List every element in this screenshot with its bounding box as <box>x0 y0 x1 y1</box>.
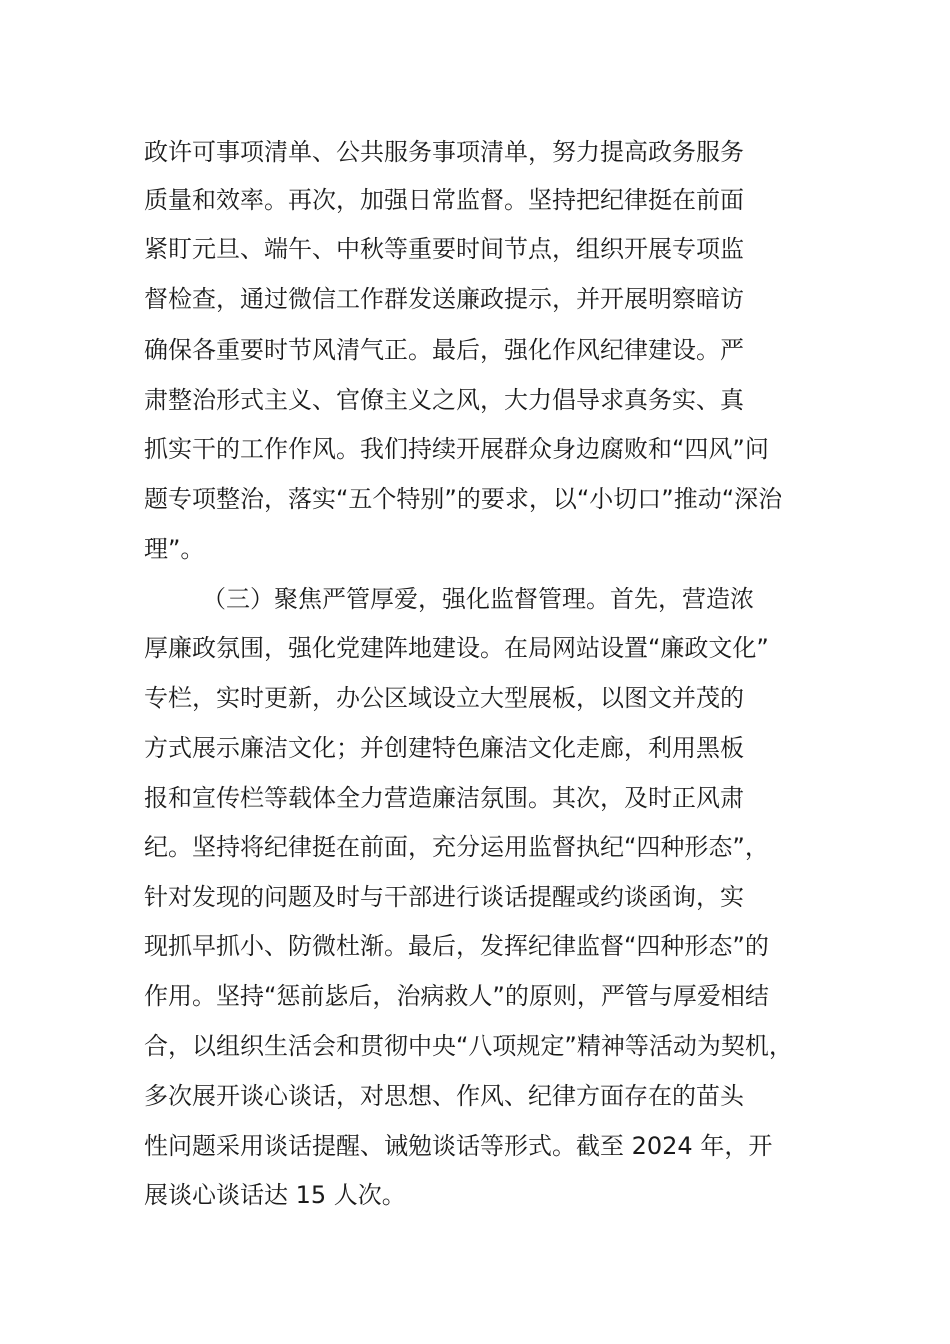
text-line: 确保各重要时节风清气正。最后，强化作风纪律建设。严 <box>144 336 744 364</box>
text-line: 展谈心谈话达 15 人次。 <box>144 1181 406 1209</box>
text-line: 政许可事项清单、公共服务事项清单，努力提高政务服务 <box>144 138 744 166</box>
text-line: 督检查，通过微信工作群发送廉政提示，并开展明察暗访 <box>144 285 744 313</box>
text-line: 厚廉政氛围，强化党建阵地建设。在局网站设置“廉政文化” <box>144 634 769 662</box>
text-line: 性问题采用谈话提醒、诫勉谈话等形式。截至 2024 年，开 <box>144 1132 773 1160</box>
text-line: 合，以组织生活会和贯彻中央“八项规定”精神等活动为契机， <box>144 1032 793 1060</box>
text-line: 理”。 <box>144 535 205 563</box>
text-line: 多次展开谈心谈话，对思想、作风、纪律方面存在的苗头 <box>144 1082 744 1110</box>
text-line: 质量和效率。再次，加强日常监督。坚持把纪律挺在前面 <box>144 186 744 214</box>
text-line: 纪。坚持将纪律挺在前面，充分运用监督执纪“四种形态”， <box>144 833 769 861</box>
text-line: 现抓早抓小、防微杜渐。最后，发挥纪律监督“四种形态”的 <box>144 932 769 960</box>
section-heading-line: （三）聚焦严管厚爱，强化监督管理。首先，营造浓 <box>202 585 754 613</box>
text-line: 报和宣传栏等载体全力营造廉洁氛围。其次，及时正风肃 <box>144 784 744 812</box>
text-line: 紧盯元旦、端午、中秋等重要时间节点，组织开展专项监 <box>144 235 744 263</box>
text-line: 作用。坚持“惩前毖后，治病救人”的原则，严管与厚爱相结 <box>144 982 769 1010</box>
text-line: 题专项整治，落实“五个特别”的要求，以“小切口”推动“深治 <box>144 485 783 513</box>
text-line: 抓实干的工作作风。我们持续开展群众身边腐败和“四风”问 <box>144 435 769 463</box>
text-line: 专栏，实时更新，办公区域设立大型展板，以图文并茂的 <box>144 684 744 712</box>
text-line: 针对发现的问题及时与干部进行谈话提醒或约谈函询，实 <box>144 883 744 911</box>
text-line: 肃整治形式主义、官僚主义之风，大力倡导求真务实、真 <box>144 386 744 414</box>
text-line: 方式展示廉洁文化；并创建特色廉洁文化走廊，利用黑板 <box>144 734 744 762</box>
